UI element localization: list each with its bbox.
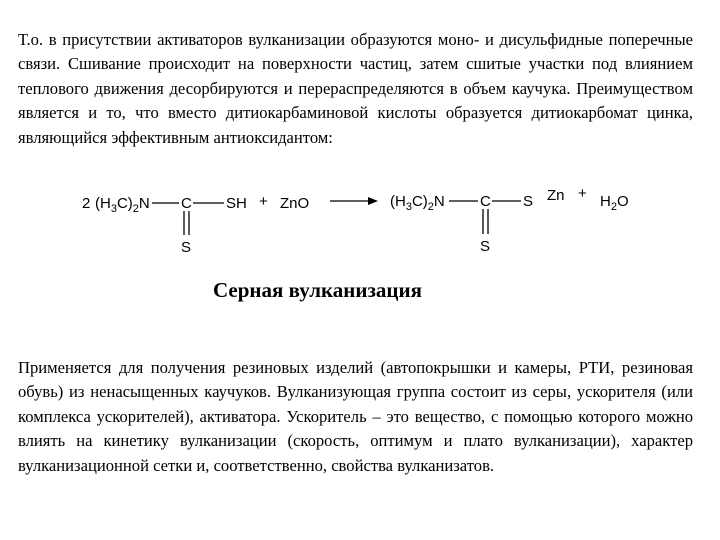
thiolate-sulfur: S: [523, 193, 534, 210]
reaction-scheme: [0, 170, 720, 270]
carbon-atom: C: [181, 195, 192, 212]
intro-paragraph: Т.о. в присутствии активаторов вулканизации образуются моно- и дисульфидные поперечные связи. Сшивание происходит на поверхности частиц, затем сшитые участки под влиянием теплового движения десорбируются и перераспределяются в объем каучука. Преимуществом является и то, что вместо дитиокарбаминовой кислоты образуется дитиокарбомат цинка, являющийся эффективным антиоксидантом:: [18, 29, 693, 147]
zinc: Zn: [547, 187, 565, 204]
plus-sign: +: [259, 193, 268, 210]
thione-sulfur-product: S: [480, 238, 491, 255]
thione-sulfur: S: [181, 239, 192, 256]
sulfur-vulcanization-paragraph: Применяется для получения резиновых изделий (автопокрышки и камеры, РТИ, резиновая обувь) из ненасыщенных каучуков. Вулканизующая группа состоит из серы, ускорителя (или комплекса ускорителей), активатора. Ускоритель – это вещество, с помощью которого можно влиять на кинетику вулканизации (скорость, оптимум и плато вулканизации), характер вулканизационной сетки и, соответственно, свойства вулканизатов.: [18, 357, 693, 475]
zinc-oxide: ZnO: [280, 195, 310, 212]
water: $H_2O$: [600, 193, 629, 213]
plus-sign-2: +: [578, 185, 587, 202]
section-heading: Серная вулканизация: [213, 278, 422, 302]
methyl-open-product: $(H_3C)_2N$: [390, 193, 445, 213]
coefficient: 2: [82, 195, 91, 212]
methyl-open: $(H_3C)_2N$: [95, 195, 150, 215]
carbon-atom-product: C: [480, 193, 491, 210]
sh-group: SH: [226, 195, 247, 212]
reaction-arrow-head: [368, 197, 378, 205]
